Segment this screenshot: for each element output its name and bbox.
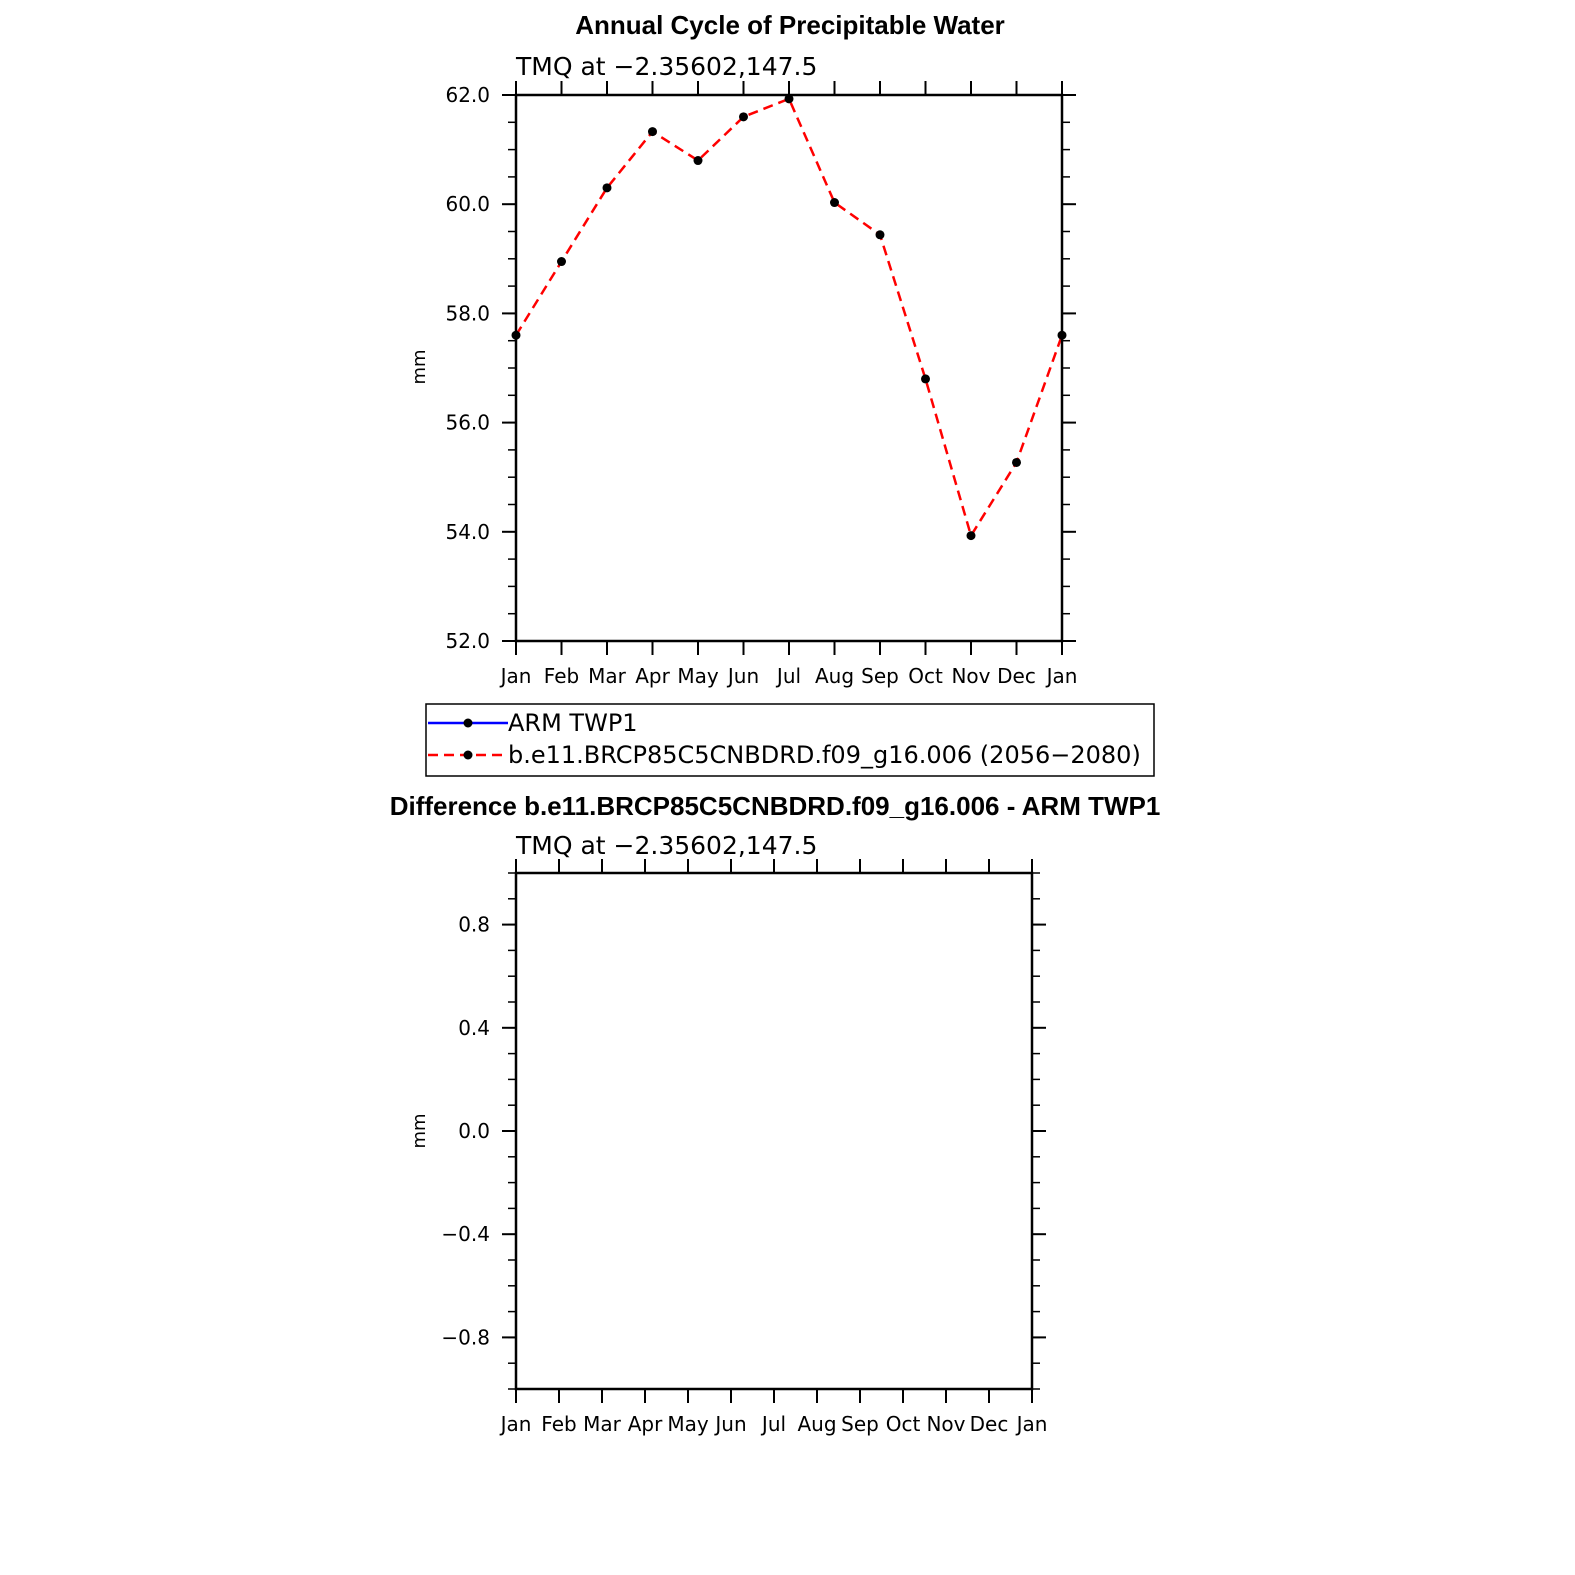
y-tick-label: 62.0 — [445, 83, 490, 107]
legend — [426, 704, 1154, 776]
data-point — [648, 127, 657, 136]
x-tick-label: Apr — [635, 664, 670, 688]
y-tick-label: 56.0 — [445, 410, 490, 435]
legend-item-model — [428, 741, 1141, 769]
bottom-chart-title: Difference b.e11.BRCP85C5CNBDRD.f09_g16.006 - ARM TWP1 — [389, 791, 1161, 821]
x-tick-label: Jun — [715, 1412, 747, 1436]
y-tick-label: −0.4 — [441, 1222, 490, 1247]
data-point — [557, 257, 566, 266]
bottom-chart-axes — [441, 859, 1047, 1436]
bottom-chart-frame — [516, 873, 1032, 1389]
x-tick-label: Mar — [588, 664, 626, 688]
x-tick-label: May — [667, 1412, 709, 1436]
x-tick-label: May — [677, 664, 719, 688]
top-chart-y-label: mm — [409, 349, 430, 385]
top-chart-subtitle: TMQ at −2.35602,147.5 — [516, 52, 818, 81]
top-chart-title: Annual Cycle of Precipitable Water — [575, 10, 1005, 40]
legend-marker-arm — [464, 719, 473, 728]
x-tick-label: Nov — [951, 664, 991, 688]
x-tick-label: Jul — [776, 664, 802, 688]
x-tick-label: Jan — [500, 664, 532, 688]
y-tick-label: 60.0 — [445, 192, 490, 217]
x-tick-label: Jul — [761, 1412, 787, 1436]
y-tick-label: 0.8 — [458, 912, 490, 937]
bottom-chart-y-label: mm — [409, 1113, 430, 1149]
y-tick-label: −0.8 — [441, 1325, 490, 1350]
x-tick-label: Nov — [926, 1412, 966, 1436]
data-point — [876, 230, 885, 239]
x-tick-label: Dec — [997, 664, 1036, 688]
x-tick-label: Dec — [969, 1412, 1009, 1436]
x-tick-label: Oct — [885, 1412, 921, 1436]
data-point — [1012, 458, 1021, 467]
data-point — [603, 183, 612, 192]
x-tick-label: Sep — [841, 1412, 879, 1436]
y-tick-label: 0.0 — [458, 1119, 490, 1143]
x-tick-label: Feb — [541, 1412, 577, 1436]
x-tick-label: Apr — [627, 1412, 663, 1436]
data-point — [921, 374, 930, 383]
series-line-1 — [516, 99, 1062, 536]
x-tick-label: Oct — [908, 664, 943, 688]
legend-label-model: b.e11.BRCP85C5CNBDRD.f09_g16.006 (2056−2080) — [508, 741, 1141, 769]
top-chart-series — [512, 94, 1067, 540]
y-tick-label: 52.0 — [445, 629, 490, 653]
legend-label-arm: ARM TWP1 — [508, 709, 638, 737]
bottom-chart-subtitle: TMQ at −2.35602,147.5 — [516, 831, 818, 860]
x-tick-label: Jan — [500, 1412, 532, 1436]
x-tick-label: Aug — [814, 664, 855, 688]
data-point — [694, 156, 703, 165]
x-tick-label: Mar — [583, 1412, 621, 1436]
data-point — [739, 112, 748, 121]
data-point — [967, 531, 976, 540]
top-chart-axes — [445, 81, 1077, 688]
y-tick-label: 58.0 — [445, 301, 490, 326]
legend-marker-model — [464, 751, 473, 760]
x-tick-label: Sep — [861, 664, 899, 688]
y-tick-label: 0.4 — [458, 1015, 490, 1040]
x-tick-label: Jun — [727, 664, 760, 688]
x-tick-label: Feb — [543, 664, 580, 688]
x-tick-label: Jan — [1046, 664, 1078, 688]
x-tick-label: Aug — [797, 1412, 837, 1436]
data-point — [830, 198, 839, 207]
y-tick-label: 54.0 — [445, 519, 490, 544]
x-tick-label: Jan — [1016, 1412, 1048, 1436]
top-chart-frame — [516, 95, 1062, 641]
